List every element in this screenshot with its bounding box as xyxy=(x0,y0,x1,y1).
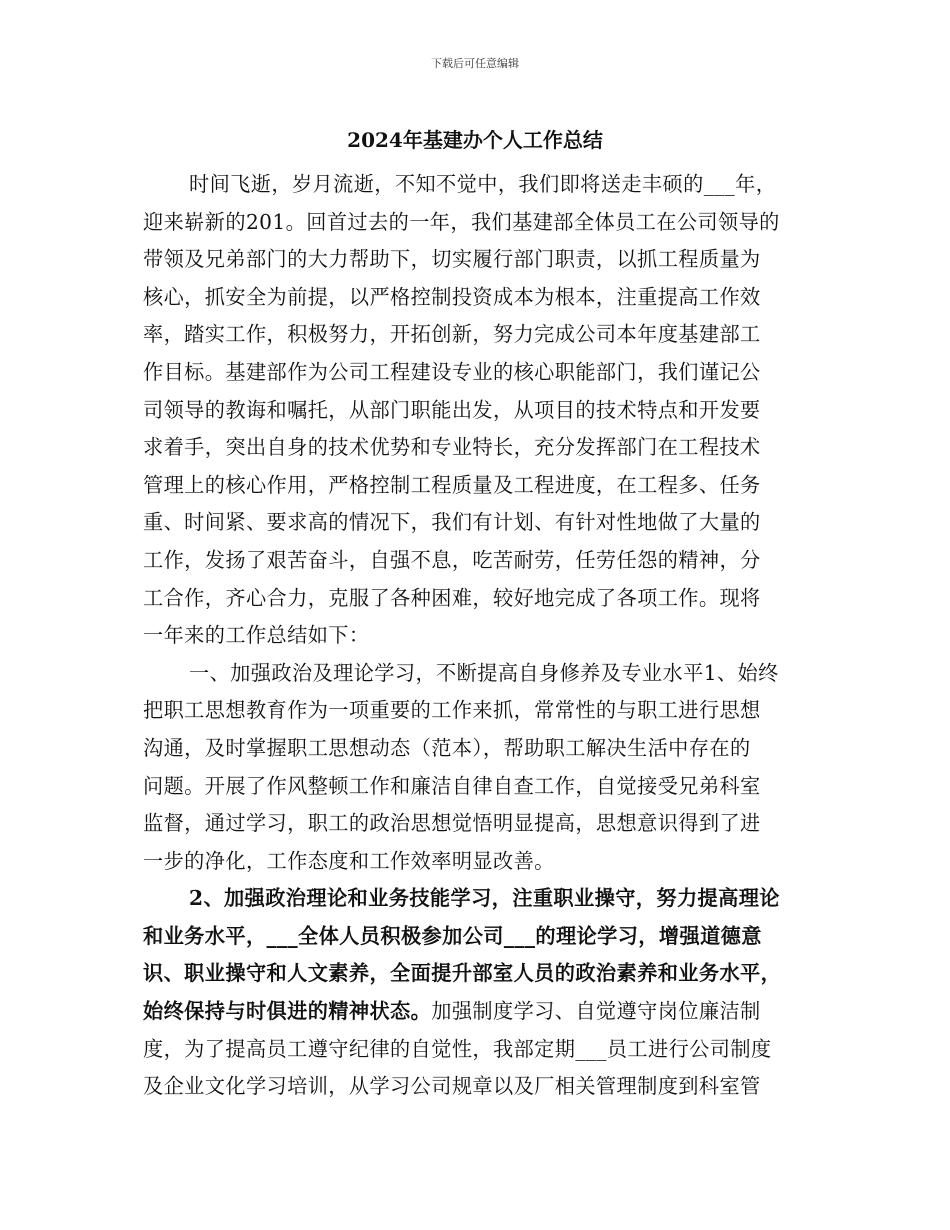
document-title: 2024年基建办个人工作总结 xyxy=(347,128,603,152)
body-line: 工合作，齐心合力，克服了各种困难，较好地完成了各项工作。现将 xyxy=(143,585,761,610)
body-line-mixed xyxy=(143,993,813,1031)
body-line: 时间飞逝，岁月流逝，不知不觉中，我们即将送走丰硕的___年， xyxy=(189,172,777,196)
body-line: 监督，通过学习，职工的政治思想觉悟明显提高，思想意识得到了进 xyxy=(143,811,761,836)
body-line: 作目标。基建部作为公司工程建设专业的核心职能部门，我们谨记公 xyxy=(143,359,761,384)
body-line-bold: 识、职业操守和人文素养，全面提升部室人员的政治素养和业务水平， xyxy=(143,961,782,986)
body-line: 重、时间紧、要求高的情况下，我们有计划、有针对性地做了大量的 xyxy=(143,510,761,535)
body-line-bold: 2、加强政治理论和业务技能学习，注重职业操守，努力提高理论 xyxy=(189,886,780,911)
body-line: 一、加强政治及理论学习，不断提高自身修养及专业水平1、始终 xyxy=(189,660,779,685)
body-line: 一步的净化，工作态度和工作效率明显改善。 xyxy=(143,848,555,873)
body-line: 一年来的工作总结如下： xyxy=(143,623,370,648)
body-line: 核心，抓安全为前提，以严格控制投资成本为根本，注重提高工作效 xyxy=(143,284,761,309)
body-line: 带领及兄弟部门的大力帮助下，切实履行部门职责，以抓工程质量为 xyxy=(143,247,761,272)
body-line: 迎来崭新的201。回首过去的一年，我们基建部全体员工在公司领导的 xyxy=(143,209,780,234)
body-line: 把职工思想教育作为一项重要的工作来抓，常常性的与职工进行思想 xyxy=(143,698,761,723)
normal-segment: 加强制度学习、自觉遵守岗位廉洁制 xyxy=(431,999,761,1024)
document-body xyxy=(143,166,813,1106)
body-line: 求着手，突出自身的技术优势和专业特长，充分发挥部门在工程技术 xyxy=(143,435,761,460)
body-line-bold: 和业务水平，___全体人员积极参加公司___的理论学习，增强道德意 xyxy=(143,923,762,948)
body-line: 沟通，及时掌握职工思想动态（范本），帮助职工解决生活中存在的 xyxy=(143,735,751,760)
body-line: 司领导的教诲和嘱托，从部门职能出发，从项目的技术特点和开发要 xyxy=(143,397,761,422)
body-line: 工作，发扬了艰苦奋斗，自强不息，吃苦耐劳，任劳任怨的精神，分 xyxy=(143,547,761,572)
body-line: 及企业文化学习培训，从学习公司规章以及厂相关管理制度到科室管 xyxy=(143,1074,761,1099)
body-line: 问题。开展了作风整顿工作和廉洁自律自查工作，自觉接受兄弟科室 xyxy=(143,773,761,798)
bold-segment: 始终保持与时俱进的精神状态。 xyxy=(143,999,432,1024)
body-line: 度，为了提高员工遵守纪律的自觉性，我部定期___员工进行公司制度 xyxy=(143,1036,772,1061)
body-line: 管理上的核心作用，严格控制工程质量及工程进度，在工程多、任务 xyxy=(143,472,761,497)
body-line: 率，踏实工作，积极努力，开拓创新，努力完成公司本年度基建部工 xyxy=(143,322,761,347)
header-note: 下载后可任意编辑 xyxy=(431,57,519,70)
